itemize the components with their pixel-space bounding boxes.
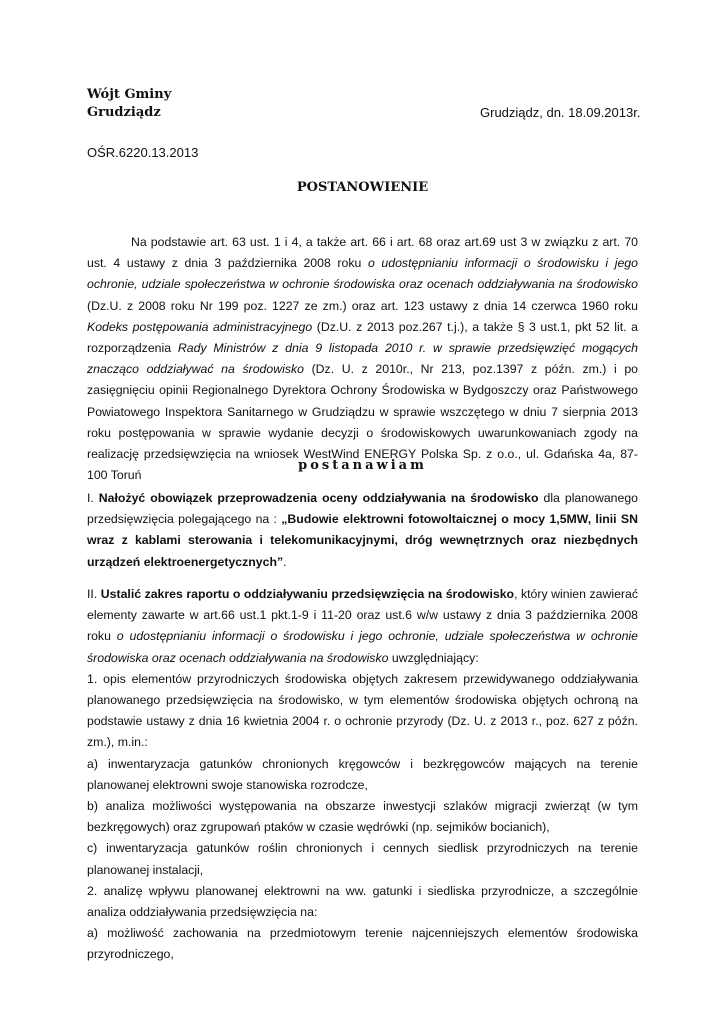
section-2-heading: Ustalić zakres raportu o oddziaływaniu przedsięwzięcia na środowisko xyxy=(100,587,515,601)
section-1-text-1: dla planowanego przedsięwzięcia polegającego na : xyxy=(87,491,639,527)
list-item: 1. opis elementów przyrodniczych środowiska objętych zakresem przewidywanego oddziaływania planowanego przedsięwzięcia na środowisko, w tym elementów środowiska objętych ochroną na podstawie ustawy z dnia 16 kwietnia 2004 r. o ochronie przyrody (Dz. U. z 2013 r., poz. 627 z późn. zm.), m.in.: xyxy=(87,671,638,750)
decision-heading: postanawiam xyxy=(298,458,427,473)
section-1-heading: Nałożyć obowiązek przeprowadzenia oceny oddziaływania na środowisko xyxy=(98,491,539,505)
list-item: b) analiza możliwości występowania na obszarze inwestycji szlaków migracji zwierząt (w tym bezkręgowych) oraz zgrupowań ptaków w czasie wędrówki (np. sejmików bocianich), xyxy=(87,799,638,835)
preamble-text-1: Na podstawie art. 63 ust. 1 i 4, a także art. 66 i art. 68 oraz art.69 ust 3 w związku z art. 70 ust. 4 ustawy z dnia 3 października 2008 roku xyxy=(87,235,638,271)
section-1 xyxy=(87,488,638,573)
list-item: c) inwentaryzacja gatunków roślin chronionych i cennych siedlisk przyrodniczych na terenie planowanej instalacji, xyxy=(87,841,638,877)
section-1-project-name: „Budowie elektrowni fotowoltaicznej o mocy 1,5MW, linii SN wraz z kablami sterowania i telekomunikacyjnymi, dróg wewnętrznych oraz niezbędnych urządzeń elektroenergetycznych” xyxy=(87,512,638,569)
preamble xyxy=(87,232,638,486)
section-2 xyxy=(87,584,638,966)
preamble-act-title: o udostępnianiu informacji o środowisku i jego ochronie, udziale społeczeństwa w ochronie środowiska oraz ocenach oddziaływania na środowisko xyxy=(87,256,638,292)
section-1-paragraph xyxy=(87,488,638,573)
section-1-text-2: . xyxy=(283,554,287,569)
preamble-code-title: Kodeks postępowania administracyjnego xyxy=(87,319,313,334)
list-item: a) inwentaryzacja gatunków chronionych kręgowców i bezkręgowców mających na terenie planowanej elektrowni swoje stanowiska rozrodcze, xyxy=(87,756,638,792)
preamble-text-3: (Dz.U. z 2013 poz.267 t.j.), a także § 3 ust.1, pkt 52 lit. a rozporządzenia xyxy=(87,319,638,356)
place-date: Grudziądz, dn. 18.09.2013r. xyxy=(480,105,641,120)
section-2-text-1: , który winien zawierać elementy zawarte w art.66 ust.1 pkt.1-9 i 11-20 oraz ust.6 w/w ustawy z dnia 3 października 2008 roku xyxy=(87,587,638,644)
preamble-regulation-title: Rady Ministrów z dnia 9 listopada 2010 r. w sprawie przedsięwzięć mogących znacząco oddziaływać na środowisko xyxy=(87,341,638,377)
preamble-text-2: (Dz.U. z 2008 roku Nr 199 poz. 1227 ze zm.) oraz art. 123 ustawy z dnia 14 czerwca 1960 roku xyxy=(87,298,638,313)
section-2-intro xyxy=(87,584,638,669)
preamble-text-4: (Dz. U. z 2010r., Nr 213, poz.1397 z późn. zm.) i po zasięgnięciu opinii Regionalnego Dyrektora Ochrony Środowiska w Bydgoszczy oraz Państwowego Powiatowego Inspektora Sanitarnego w Grudziądzu w sprawie wszczętego w dniu 7 sierpnia 2013 roku postępowania w sprawie wydanie decyzji o środowiskowych uwarunkowaniach zgody na realizację przedsięwzięcia na wniosek WestWind ENERGY Polska Sp. z o.o., ul. Gdańska 4a, 87-100 Toruń xyxy=(87,362,638,483)
reference-number: OŚR.6220.13.2013 xyxy=(87,145,199,160)
list-item: 2. analizę wpływu planowanej elektrowni na ww. gatunki i siedliska przyrodnicze, a szczególnie analiza oddziaływania przedsięwzięcia na: xyxy=(87,883,638,920)
section-2-number: II. xyxy=(87,587,101,601)
preamble-paragraph xyxy=(87,232,638,486)
authority-name-line1: Wójt Gminy xyxy=(87,87,172,102)
section-1-number: I. xyxy=(87,491,99,505)
authority-name-line2: Grudziądz xyxy=(87,105,161,120)
section-2-text-2: uwzględniający: xyxy=(388,650,479,665)
section-2-act-title: o udostępnianiu informacji o środowisku i jego ochronie, udziale społeczeństwa w ochronie środowiska oraz ocenach oddziaływania na środowisko xyxy=(87,629,638,665)
document-title: POSTANOWIENIE xyxy=(296,180,429,195)
list-item: a) możliwość zachowania na przedmiotowym terenie najcenniejszych elementów środowiska przyrodniczego, xyxy=(87,926,638,962)
